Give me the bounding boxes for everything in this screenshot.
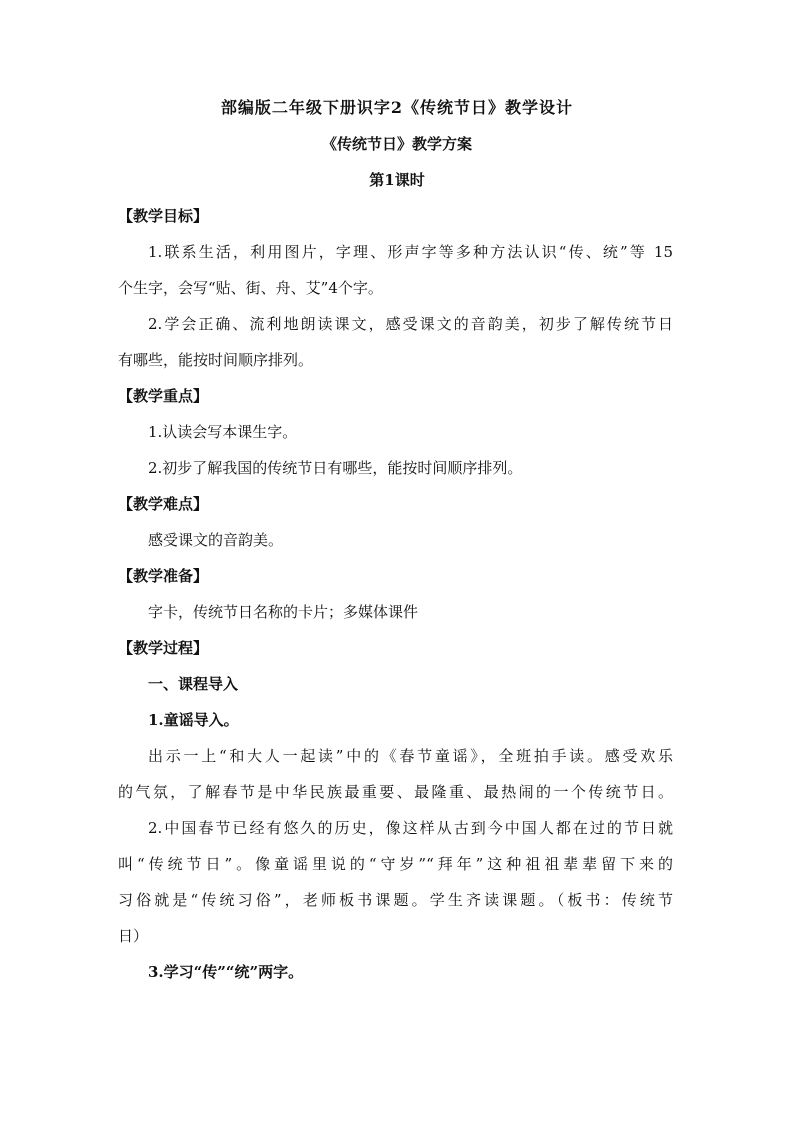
key-point-2: 2.初步了解我国的传统节日有哪些，能按时间顺序排列。 [148,459,523,477]
lesson-number: 第1课时 [369,171,425,189]
objective-1-line-2: 个生字，会写“贴、街、舟、艾”4个字。 [118,279,383,297]
document-title: 部编版二年级下册识字2《传统节日》教学设计 [220,98,574,117]
step-1-heading: 1.童谣导入。 [148,711,239,729]
key-points-heading: 【教学重点】 [118,387,209,405]
step-2-line-4: 日） [118,927,149,945]
preparation-heading: 【教学准备】 [118,567,209,585]
preparation-item: 字卡，传统节日名称的卡片；多媒体课件 [148,603,419,621]
process-part-1-heading: 一、课程导入 [148,675,239,693]
difficulties-heading: 【教学难点】 [118,495,209,513]
step-2-line-1: 2.中国春节已经有悠久的历史，像这样从古到今中国人都在过的节日就 [148,819,673,837]
plan-subtitle: 《传统节日》教学方案 [321,135,472,153]
objective-2-line-2: 有哪些，能按时间顺序排列。 [118,351,314,369]
difficulty-1: 感受课文的音韵美。 [148,531,284,549]
step-1-line-2: 的气氛，了解春节是中华民族最重要、最隆重、最热闹的一个传统节日。 [118,783,673,801]
step-1-line-1: 出示一上“和大人一起读”中的《春节童谣》，全班拍手读。感受欢乐 [148,747,673,765]
step-2-line-3: 习俗就是“传统习俗”，老师板书课题。学生齐读课题。（板书：传统节 [118,891,673,909]
step-3-heading: 3.学习“传”“统”两字。 [148,963,304,981]
key-point-1: 1.认读会写本课生字。 [148,423,298,441]
objectives-heading: 【教学目标】 [118,207,209,225]
objective-1-line-1: 1.联系生活，利用图片，字理、形声字等多种方法认识“传、统”等 15 [148,243,673,261]
step-2-line-2: 叫“传统节日”。像童谣里说的“守岁”“拜年”这种祖祖辈辈留下来的 [118,855,673,873]
objective-2-line-1: 2.学会正确、流利地朗读课文，感受课文的音韵美，初步了解传统节日 [148,315,673,333]
process-heading: 【教学过程】 [118,639,209,657]
